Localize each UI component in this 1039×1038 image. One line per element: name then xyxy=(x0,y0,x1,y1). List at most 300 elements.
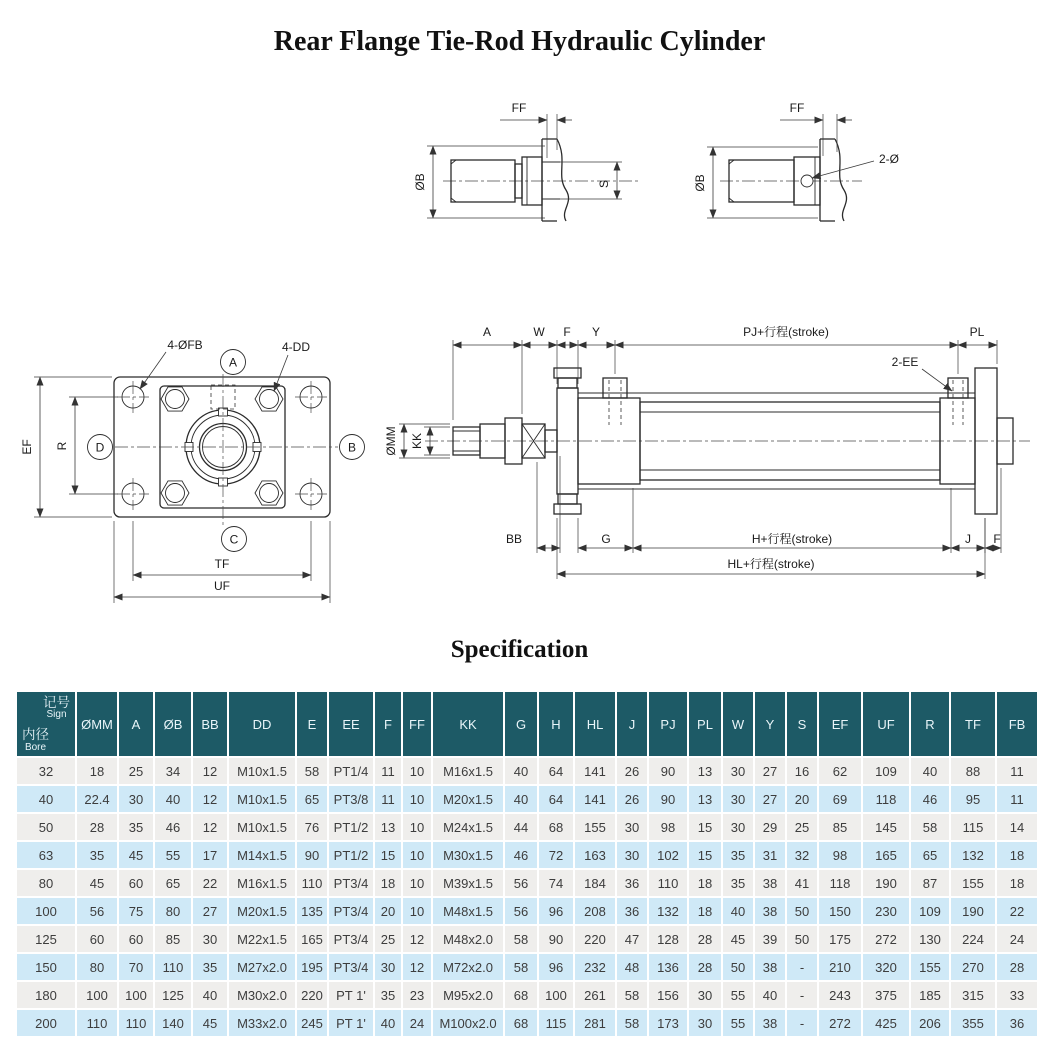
specification-table xyxy=(15,690,1039,1038)
dim-label-r: R xyxy=(55,441,69,451)
col-header-PJ: PJ xyxy=(649,692,687,756)
spec-cell: M14x1.5 xyxy=(229,842,295,868)
spec-cell: 36 xyxy=(617,898,647,924)
spec-cell: 40 xyxy=(193,982,227,1008)
spec-cell: 58 xyxy=(297,758,327,784)
spec-cell: 109 xyxy=(911,898,949,924)
spec-cell: M100x2.0 xyxy=(433,1010,503,1036)
spec-cell: 38 xyxy=(755,954,785,980)
corner-header-cell xyxy=(17,692,75,756)
spec-cell: 47 xyxy=(617,926,647,952)
spec-cell: 70 xyxy=(119,954,153,980)
bore-cell: 40 xyxy=(17,786,75,812)
dim-label-2o: 2-Ø xyxy=(878,152,900,166)
dim-label-j: J xyxy=(965,532,971,546)
spec-cell: 28 xyxy=(689,926,721,952)
dim-label-s: S xyxy=(597,179,611,189)
col-header-EE: EE xyxy=(329,692,373,756)
spec-cell: 38 xyxy=(755,870,785,896)
spec-cell: 155 xyxy=(911,954,949,980)
spec-cell: 125 xyxy=(155,982,191,1008)
col-header-H: H xyxy=(539,692,573,756)
bore-cell: 80 xyxy=(17,870,75,896)
spec-cell: 58 xyxy=(617,1010,647,1036)
col-header-PL: PL xyxy=(689,692,721,756)
spec-cell: 100 xyxy=(119,982,153,1008)
spec-cell: 12 xyxy=(403,954,431,980)
spec-cell: 40 xyxy=(911,758,949,784)
spec-cell: 32 xyxy=(787,842,817,868)
table-row-bore-150 xyxy=(17,954,1037,980)
spec-cell: 55 xyxy=(155,842,191,868)
spec-cell: 110 xyxy=(155,954,191,980)
spec-cell: M10x1.5 xyxy=(229,814,295,840)
spec-cell: 13 xyxy=(689,786,721,812)
spec-cell: 22 xyxy=(193,870,227,896)
spec-cell: 56 xyxy=(77,898,117,924)
col-header-A: A xyxy=(119,692,153,756)
spec-cell: M48x1.5 xyxy=(433,898,503,924)
spec-cell: 38 xyxy=(755,1010,785,1036)
spec-cell: 210 xyxy=(819,954,861,980)
spec-cell: 28 xyxy=(77,814,117,840)
spec-cell: 30 xyxy=(193,926,227,952)
col-header-W: W xyxy=(723,692,753,756)
spec-cell: 16 xyxy=(787,758,817,784)
spec-cell: 110 xyxy=(649,870,687,896)
spec-cell: 76 xyxy=(297,814,327,840)
spec-cell: M27x2.0 xyxy=(229,954,295,980)
spec-cell: 65 xyxy=(297,786,327,812)
spec-cell: 29 xyxy=(755,814,785,840)
spec-cell: 110 xyxy=(119,1010,153,1036)
spec-cell: 35 xyxy=(77,842,117,868)
callout-c xyxy=(222,527,247,552)
spec-cell: 185 xyxy=(911,982,949,1008)
spec-cell: 40 xyxy=(505,786,537,812)
spec-cell: 272 xyxy=(819,1010,861,1036)
spec-cell: M48x2.0 xyxy=(433,926,503,952)
spec-cell: 28 xyxy=(997,954,1037,980)
bore-cell: 100 xyxy=(17,898,75,924)
spec-cell: 173 xyxy=(649,1010,687,1036)
spec-cell: 65 xyxy=(911,842,949,868)
spec-cell: 36 xyxy=(997,1010,1037,1036)
spec-cell: 136 xyxy=(649,954,687,980)
spec-cell: 12 xyxy=(193,814,227,840)
spec-cell: 33 xyxy=(997,982,1037,1008)
spec-cell: PT 1' xyxy=(329,982,373,1008)
spec-cell: 40 xyxy=(375,1010,401,1036)
spec-cell: 165 xyxy=(863,842,909,868)
col-header-ØMM: ØMM xyxy=(77,692,117,756)
spec-cell: 175 xyxy=(819,926,861,952)
spec-cell: 11 xyxy=(375,758,401,784)
spec-cell: 102 xyxy=(649,842,687,868)
spec-cell: 64 xyxy=(539,786,573,812)
spec-cell: M95x2.0 xyxy=(433,982,503,1008)
svg-text:C: C xyxy=(229,532,239,547)
spec-cell: 190 xyxy=(863,870,909,896)
spec-cell: 30 xyxy=(689,1010,721,1036)
spec-cell: M39x1.5 xyxy=(433,870,503,896)
table-row-bore-180 xyxy=(17,982,1037,1008)
spec-cell: M30x1.5 xyxy=(433,842,503,868)
spec-cell: 46 xyxy=(911,786,949,812)
spec-cell: 30 xyxy=(119,786,153,812)
spec-cell: 30 xyxy=(689,982,721,1008)
spec-cell: 25 xyxy=(375,926,401,952)
dim-label-uf: UF xyxy=(214,579,230,593)
spec-cell: 40 xyxy=(155,786,191,812)
spec-cell: 34 xyxy=(155,758,191,784)
col-header-FB: FB xyxy=(997,692,1037,756)
spec-cell: 155 xyxy=(575,814,615,840)
spec-cell: 18 xyxy=(689,870,721,896)
spec-cell: 12 xyxy=(403,926,431,952)
spec-cell: PT1/2 xyxy=(329,814,373,840)
col-header-TF: TF xyxy=(951,692,995,756)
bore-cell: 180 xyxy=(17,982,75,1008)
spec-cell: 58 xyxy=(911,814,949,840)
col-header-FF: FF xyxy=(403,692,431,756)
svg-text:D: D xyxy=(95,440,105,455)
spec-cell: 58 xyxy=(505,954,537,980)
table-row-bore-80 xyxy=(17,870,1037,896)
spec-cell: 130 xyxy=(911,926,949,952)
spec-cell: 96 xyxy=(539,898,573,924)
spec-cell: 69 xyxy=(819,786,861,812)
spec-cell: 15 xyxy=(375,842,401,868)
col-header-DD: DD xyxy=(229,692,295,756)
spec-cell: 85 xyxy=(819,814,861,840)
spec-cell: 118 xyxy=(863,786,909,812)
spec-cell: 98 xyxy=(649,814,687,840)
col-header-F: F xyxy=(375,692,401,756)
spec-cell: 74 xyxy=(539,870,573,896)
spec-cell: 20 xyxy=(375,898,401,924)
spec-cell: 10 xyxy=(403,758,431,784)
spec-cell: 44 xyxy=(505,814,537,840)
spec-cell: 26 xyxy=(617,758,647,784)
spec-cell: M16x1.5 xyxy=(433,758,503,784)
spec-cell: 35 xyxy=(723,870,753,896)
spec-cell: 261 xyxy=(575,982,615,1008)
spec-cell: M20x1.5 xyxy=(229,898,295,924)
spec-cell: 55 xyxy=(723,982,753,1008)
spec-cell: 10 xyxy=(403,898,431,924)
spec-cell: 155 xyxy=(951,870,995,896)
dim-label-2ee: 2-EE xyxy=(891,355,919,369)
spec-cell: 28 xyxy=(689,954,721,980)
spec-cell: 15 xyxy=(689,842,721,868)
spec-cell: 41 xyxy=(787,870,817,896)
spec-cell: 315 xyxy=(951,982,995,1008)
spec-cell: 85 xyxy=(155,926,191,952)
spec-cell: 45 xyxy=(119,842,153,868)
spec-cell: 18 xyxy=(689,898,721,924)
spec-cell: 11 xyxy=(997,786,1037,812)
spec-cell: 39 xyxy=(755,926,785,952)
spec-cell: 68 xyxy=(505,1010,537,1036)
dim-label-ob: ØB xyxy=(413,173,427,191)
dim-label-ff: FF xyxy=(789,101,805,115)
spec-cell: M33x2.0 xyxy=(229,1010,295,1036)
spec-cell: 95 xyxy=(951,786,995,812)
spec-cell: 195 xyxy=(297,954,327,980)
spec-cell: 14 xyxy=(997,814,1037,840)
dim-label-y: Y xyxy=(591,325,601,339)
dim-label-bb: BB xyxy=(505,532,523,546)
spec-cell: 60 xyxy=(77,926,117,952)
dim-label-pj: PJ+行程(stroke) xyxy=(743,325,829,339)
spec-cell: 88 xyxy=(951,758,995,784)
spec-cell: 30 xyxy=(617,842,647,868)
col-header-S: S xyxy=(787,692,817,756)
spec-cell: 11 xyxy=(375,786,401,812)
spec-cell: 35 xyxy=(193,954,227,980)
spec-cell: 45 xyxy=(77,870,117,896)
spec-cell: 30 xyxy=(723,814,753,840)
spec-cell: 25 xyxy=(787,814,817,840)
spec-cell: 140 xyxy=(155,1010,191,1036)
spec-cell: 12 xyxy=(193,786,227,812)
drawing-rod-flange-port xyxy=(693,101,899,221)
specification-title: Specification xyxy=(450,636,589,663)
spec-cell: 60 xyxy=(119,926,153,952)
spec-cell: M22x1.5 xyxy=(229,926,295,952)
corner-bore-label: 内径 Bore xyxy=(22,727,49,753)
spec-cell: 100 xyxy=(77,982,117,1008)
spec-cell: 56 xyxy=(505,870,537,896)
col-header-EF: EF xyxy=(819,692,861,756)
spec-cell: PT 1' xyxy=(329,1010,373,1036)
spec-cell: 35 xyxy=(375,982,401,1008)
spec-cell: 270 xyxy=(951,954,995,980)
dim-label-ef: EF xyxy=(20,439,34,455)
spec-cell: 80 xyxy=(155,898,191,924)
spec-cell: 355 xyxy=(951,1010,995,1036)
spec-cell: 48 xyxy=(617,954,647,980)
dim-label-f2: F xyxy=(993,532,1001,546)
spec-cell: 18 xyxy=(997,842,1037,868)
spec-cell: 30 xyxy=(617,814,647,840)
dim-label-hl: HL+行程(stroke) xyxy=(727,557,815,571)
spec-cell: M72x2.0 xyxy=(433,954,503,980)
spec-cell: 45 xyxy=(723,926,753,952)
spec-cell: 30 xyxy=(723,758,753,784)
spec-cell: 110 xyxy=(77,1010,117,1036)
mounting-holes xyxy=(117,381,327,510)
spec-cell: - xyxy=(787,954,817,980)
svg-text:A: A xyxy=(228,355,238,370)
spec-cell: 75 xyxy=(119,898,153,924)
spec-cell: 40 xyxy=(505,758,537,784)
spec-cell: 58 xyxy=(505,926,537,952)
spec-cell: 98 xyxy=(819,842,861,868)
spec-cell: 50 xyxy=(723,954,753,980)
spec-cell: 90 xyxy=(297,842,327,868)
spec-cell: 425 xyxy=(863,1010,909,1036)
table-row-bore-100 xyxy=(17,898,1037,924)
spec-cell: 141 xyxy=(575,786,615,812)
spec-cell: M16x1.5 xyxy=(229,870,295,896)
dim-label-kk: KK xyxy=(410,432,424,450)
spec-cell: 90 xyxy=(649,786,687,812)
spec-cell: 23 xyxy=(403,982,431,1008)
table-row-bore-125 xyxy=(17,926,1037,952)
spec-cell: 281 xyxy=(575,1010,615,1036)
dim-label-a: A xyxy=(482,325,492,339)
spec-cell: 145 xyxy=(863,814,909,840)
spec-cell: 220 xyxy=(297,982,327,1008)
col-header-J: J xyxy=(617,692,647,756)
bore-cell: 200 xyxy=(17,1010,75,1036)
spec-cell: 90 xyxy=(539,926,573,952)
spec-cell: 68 xyxy=(539,814,573,840)
col-header-BB: BB xyxy=(193,692,227,756)
col-header-ØB: ØB xyxy=(155,692,191,756)
spec-cell: 18 xyxy=(997,870,1037,896)
spec-cell: 64 xyxy=(539,758,573,784)
table-row-bore-40 xyxy=(17,786,1037,812)
spec-cell: M20x1.5 xyxy=(433,786,503,812)
spec-cell: 38 xyxy=(755,898,785,924)
spec-cell: 11 xyxy=(997,758,1037,784)
spec-cell: 184 xyxy=(575,870,615,896)
callout-b xyxy=(340,435,365,460)
spec-cell: 56 xyxy=(505,898,537,924)
spec-cell: 109 xyxy=(863,758,909,784)
dim-label-h: H+行程(stroke) xyxy=(751,532,833,546)
spec-cell: 10 xyxy=(403,842,431,868)
spec-cell: 208 xyxy=(575,898,615,924)
drawing-cylinder-side xyxy=(384,325,1030,579)
bore-cell: 150 xyxy=(17,954,75,980)
spec-cell: M10x1.5 xyxy=(229,786,295,812)
spec-cell: M10x1.5 xyxy=(229,758,295,784)
spec-cell: 35 xyxy=(119,814,153,840)
spec-cell: 10 xyxy=(403,870,431,896)
spec-cell: 58 xyxy=(617,982,647,1008)
dim-label-ob: ØB xyxy=(693,174,707,192)
spec-cell: 27 xyxy=(193,898,227,924)
spec-cell: 118 xyxy=(819,870,861,896)
spec-cell: 18 xyxy=(77,758,117,784)
label-4-dd: 4-DD xyxy=(281,340,311,354)
spec-cell: 46 xyxy=(155,814,191,840)
spec-cell: 232 xyxy=(575,954,615,980)
port-hole xyxy=(801,175,813,187)
spec-cell: 35 xyxy=(723,842,753,868)
bore-cell: 125 xyxy=(17,926,75,952)
spec-cell: 80 xyxy=(77,954,117,980)
specification-table-container xyxy=(15,690,1026,1038)
spec-cell: PT3/8 xyxy=(329,786,373,812)
spec-cell: 135 xyxy=(297,898,327,924)
callout-a xyxy=(221,350,246,375)
spec-cell: 165 xyxy=(297,926,327,952)
spec-cell: PT3/4 xyxy=(329,954,373,980)
spec-cell: 110 xyxy=(297,870,327,896)
spec-cell: 163 xyxy=(575,842,615,868)
spec-cell: 60 xyxy=(119,870,153,896)
bore-cell: 32 xyxy=(17,758,75,784)
spec-cell: 272 xyxy=(863,926,909,952)
spec-cell: 50 xyxy=(787,898,817,924)
spec-cell: 190 xyxy=(951,898,995,924)
col-header-KK: KK xyxy=(433,692,503,756)
spec-cell: 26 xyxy=(617,786,647,812)
spec-cell: 115 xyxy=(951,814,995,840)
dim-label-f: F xyxy=(563,325,571,339)
spec-cell: M30x2.0 xyxy=(229,982,295,1008)
spec-cell: M24x1.5 xyxy=(433,814,503,840)
spec-cell: 68 xyxy=(505,982,537,1008)
col-header-UF: UF xyxy=(863,692,909,756)
spec-cell: 36 xyxy=(617,870,647,896)
spec-cell: 72 xyxy=(539,842,573,868)
tie-rod-nuts xyxy=(161,387,283,505)
spec-cell: 13 xyxy=(689,758,721,784)
spec-cell: 243 xyxy=(819,982,861,1008)
spec-cell: 10 xyxy=(403,786,431,812)
drawing-rod-flange-section xyxy=(413,101,640,221)
spec-cell: 40 xyxy=(755,982,785,1008)
spec-cell: 62 xyxy=(819,758,861,784)
spec-cell: 96 xyxy=(539,954,573,980)
col-header-Y: Y xyxy=(755,692,785,756)
technical-drawings xyxy=(0,85,1039,620)
spec-cell: 30 xyxy=(723,786,753,812)
table-row-bore-200 xyxy=(17,1010,1037,1036)
spec-cell: 31 xyxy=(755,842,785,868)
spec-table-body xyxy=(17,758,1037,1036)
spec-cell: 24 xyxy=(997,926,1037,952)
spec-cell: 65 xyxy=(155,870,191,896)
dim-label-pl: PL xyxy=(969,325,985,339)
spec-cell: 55 xyxy=(723,1010,753,1036)
dim-label-w: W xyxy=(533,325,545,339)
table-row-bore-32 xyxy=(17,758,1037,784)
bore-cell: 50 xyxy=(17,814,75,840)
spec-cell: 90 xyxy=(649,758,687,784)
spec-cell: 320 xyxy=(863,954,909,980)
spec-cell: 230 xyxy=(863,898,909,924)
spec-cell: 132 xyxy=(649,898,687,924)
dim-label-tf: TF xyxy=(214,557,230,571)
spec-cell: 27 xyxy=(755,786,785,812)
dim-label-g: G xyxy=(601,532,611,546)
callout-d xyxy=(88,435,113,460)
spec-cell: 87 xyxy=(911,870,949,896)
col-header-R: R xyxy=(911,692,949,756)
corner-sign-label: 记号 Sign xyxy=(43,695,70,721)
spec-cell: - xyxy=(787,982,817,1008)
spec-cell: 45 xyxy=(193,1010,227,1036)
spec-cell: 10 xyxy=(403,814,431,840)
svg-text:B: B xyxy=(347,440,357,455)
spec-cell: 46 xyxy=(505,842,537,868)
table-row-bore-63 xyxy=(17,842,1037,868)
spec-cell: 224 xyxy=(951,926,995,952)
spec-header-row xyxy=(17,692,1037,756)
spec-cell: 24 xyxy=(403,1010,431,1036)
spec-cell: 156 xyxy=(649,982,687,1008)
spec-cell: 30 xyxy=(375,954,401,980)
dim-label-omm: ØMM xyxy=(384,426,398,456)
spec-cell: 27 xyxy=(755,758,785,784)
